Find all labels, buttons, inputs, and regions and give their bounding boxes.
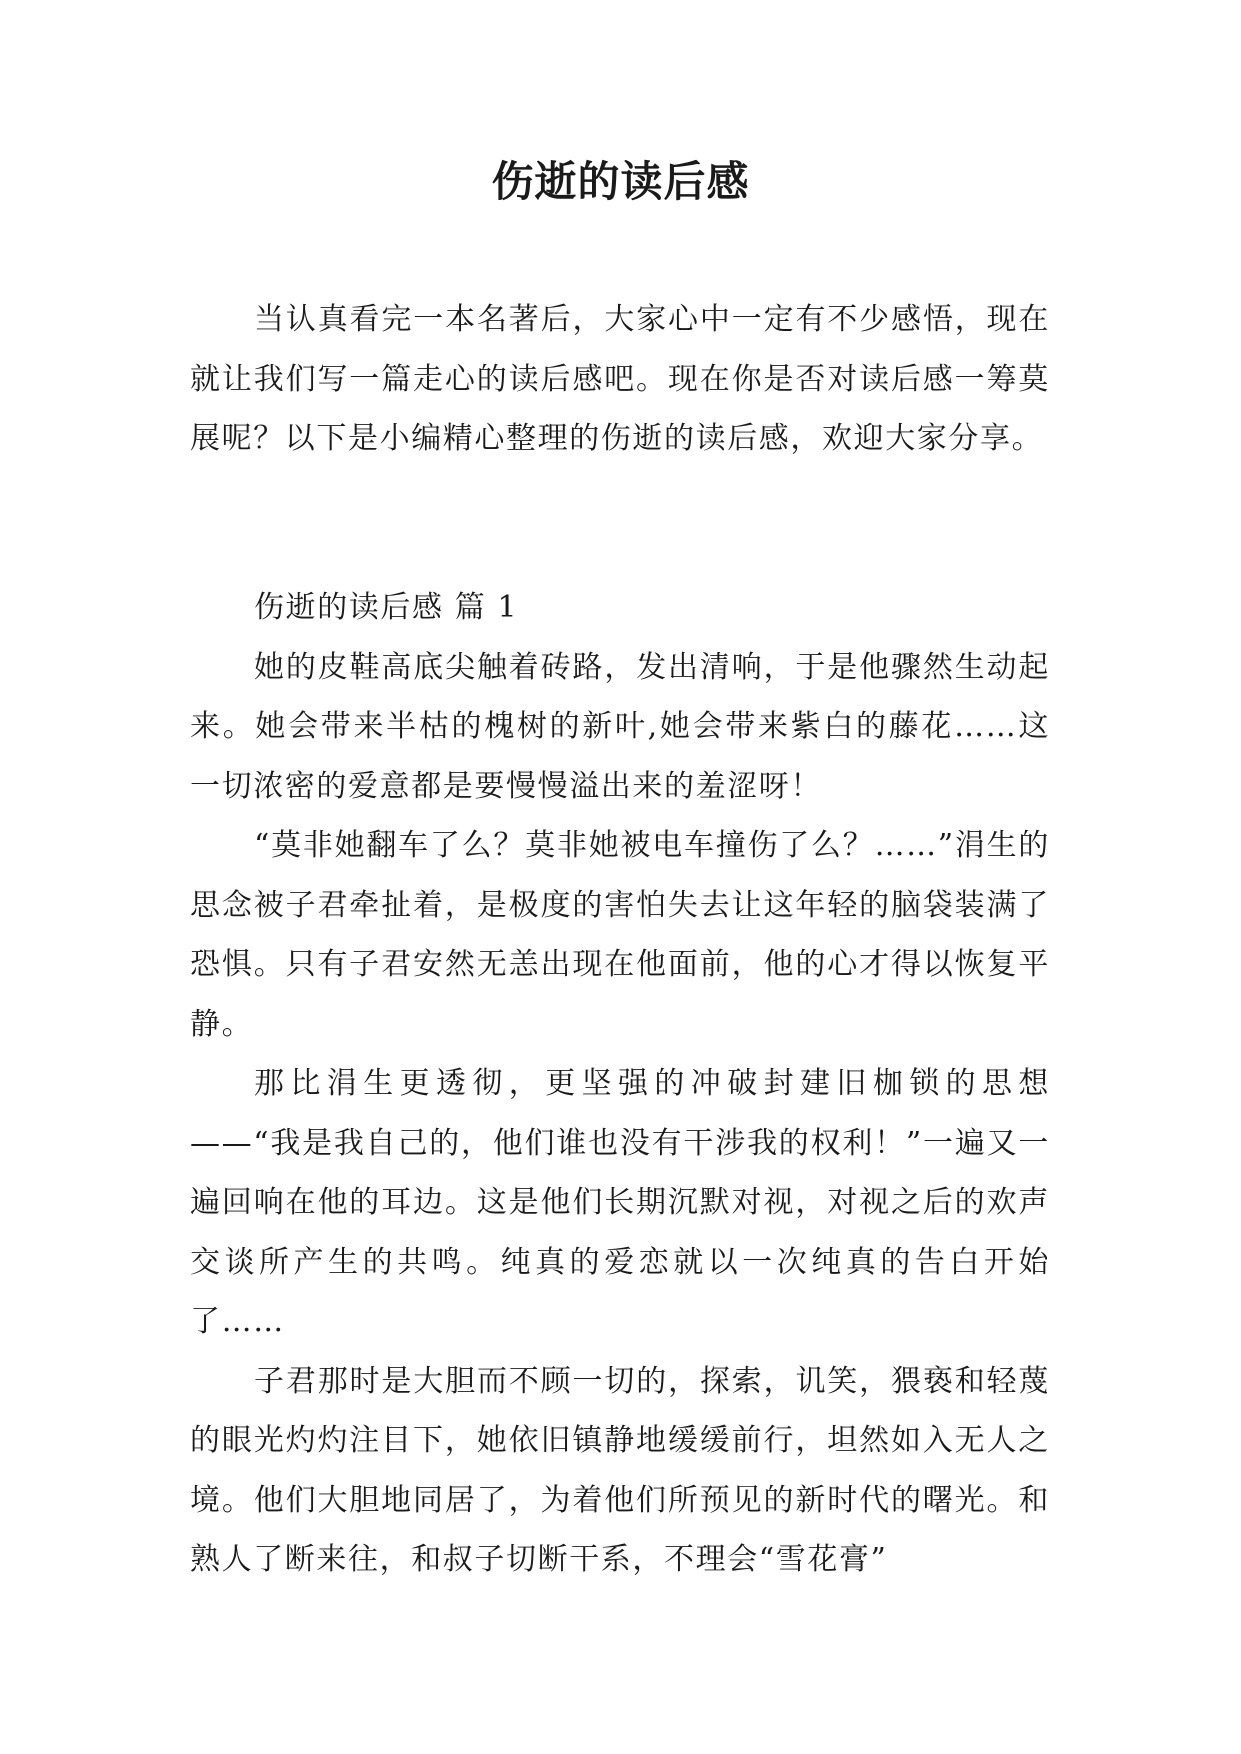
- intro-section: [190, 290, 1050, 469]
- intro-paragraph: 当认真看完一本名著后，大家心中一定有不少感悟，现在就让我们写一篇走心的读后感吧。现在你是否对读后感一筹莫展呢？以下是小编精心整理的伤逝的读后感，欢迎大家分享。: [190, 302, 1050, 456]
- essay-paragraph: 她的皮鞋高底尖触着砖路，发出清响，于是他骤然生动起来。她会带来半枯的槐树的新叶,她会带来紫白的藤花……这一切浓密的爱意都是要慢慢溢出来的羞涩呀！: [190, 649, 1050, 804]
- essay-paragraph: 子君那时是大胆而不顾一切的，探索，讥笑，猥亵和轻蔑的眼光灼灼注目下，她依旧镇静地缓缓前行，坦然如入无人之境。他们大胆地同居了，为着他们所预见的新时代的曙光。和熟人了断来往，和叔子切断干系，不理会“雪花膏”: [190, 1363, 1050, 1577]
- page-title: 伤逝的读后感: [491, 157, 750, 206]
- essay-section: [190, 578, 1050, 1590]
- section-heading: 伤逝的读后感 篇 1: [254, 590, 519, 625]
- essay-paragraph: “莫非她翻车了么？莫非她被电车撞伤了么？……”涓生的思念被子君牵扯着，是极度的害怕失去让这年轻的脑袋装满了恐惧。只有子君安然无恙出现在他面前，他的心才得以恢复平静。: [190, 828, 1050, 1042]
- essay-paragraph: 那比涓生更透彻，更坚强的冲破封建旧枷锁的思想——“我是我自己的，他们谁也没有干涉我的权利！”一遍又一遍回响在他的耳边。这是他们长期沉默对视，对视之后的欢声交谈所产生的共鸣。纯真的爱恋就以一次纯真的告白开始了……: [190, 1066, 1050, 1339]
